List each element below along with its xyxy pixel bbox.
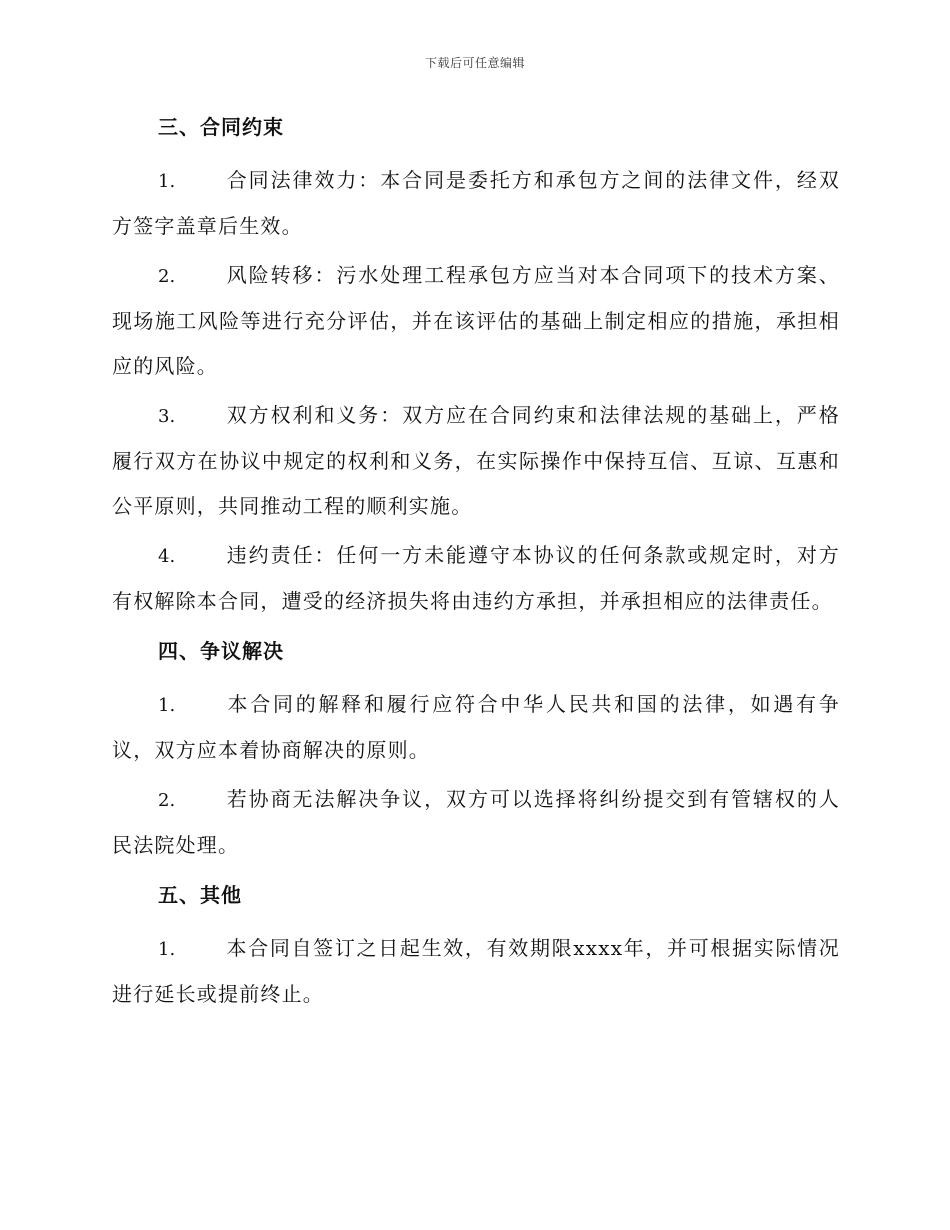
document-body: [112, 110, 840, 1021]
clause-4-2: [112, 777, 840, 868]
section-title-5: 五、其他: [158, 883, 242, 907]
clause-number: 3.: [158, 406, 176, 427]
clause-text: 本合同自签订之日起生效，有效期限xxxx年，并可根据实际情况进行延长或提前终止。: [112, 936, 840, 1006]
clause-text: 风险转移：污水处理工程承包方应当对本合同项下的技术方案、现场施工风险等进行充分评估，并在该评估的基础上制定相应的措施，承担相应的风险。: [112, 263, 840, 378]
clause-4-1: [112, 682, 840, 773]
clause-text: 本合同的解释和履行应符合中华人民共和国的法律，如遇有争议，双方应本着协商解决的原则。: [112, 692, 840, 762]
clause-text: 若协商无法解决争议，双方可以选择将纠纷提交到有管辖权的人民法院处理。: [112, 787, 840, 857]
clause-text: 双方权利和义务：双方应在合同约束和法律法规的基础上，严格履行双方在协议中规定的权利和义务，在实际操作中保持互信、互谅、互惠和公平原则，共同推动工程的顺利实施。: [112, 403, 840, 518]
clause-3-4: [112, 533, 840, 624]
clause-3-1: [112, 158, 840, 249]
clause-3-3: [112, 393, 840, 529]
clause-number: 1.: [158, 695, 176, 716]
clause-number: 2.: [158, 266, 176, 287]
clause-text: 违约责任：任何一方未能遵守本协议的任何条款或规定时，对方有权解除本合同，遭受的经济损失将由违约方承担，并承担相应的法律责任。: [112, 543, 840, 613]
clause-number: 1.: [158, 171, 176, 192]
clause-5-1: [112, 926, 840, 1017]
clause-number: 1.: [158, 939, 176, 960]
clause-3-2: [112, 253, 840, 389]
section-title-4: 四、争议解决: [158, 639, 284, 663]
clause-number: 4.: [158, 546, 176, 567]
clause-number: 2.: [158, 790, 176, 811]
clause-text: 合同法律效力：本合同是委托方和承包方之间的法律文件，经双方签字盖章后生效。: [112, 168, 840, 238]
section-title-3: 三、合同约束: [158, 115, 284, 139]
page-header: 下载后可任意编辑: [424, 56, 525, 70]
